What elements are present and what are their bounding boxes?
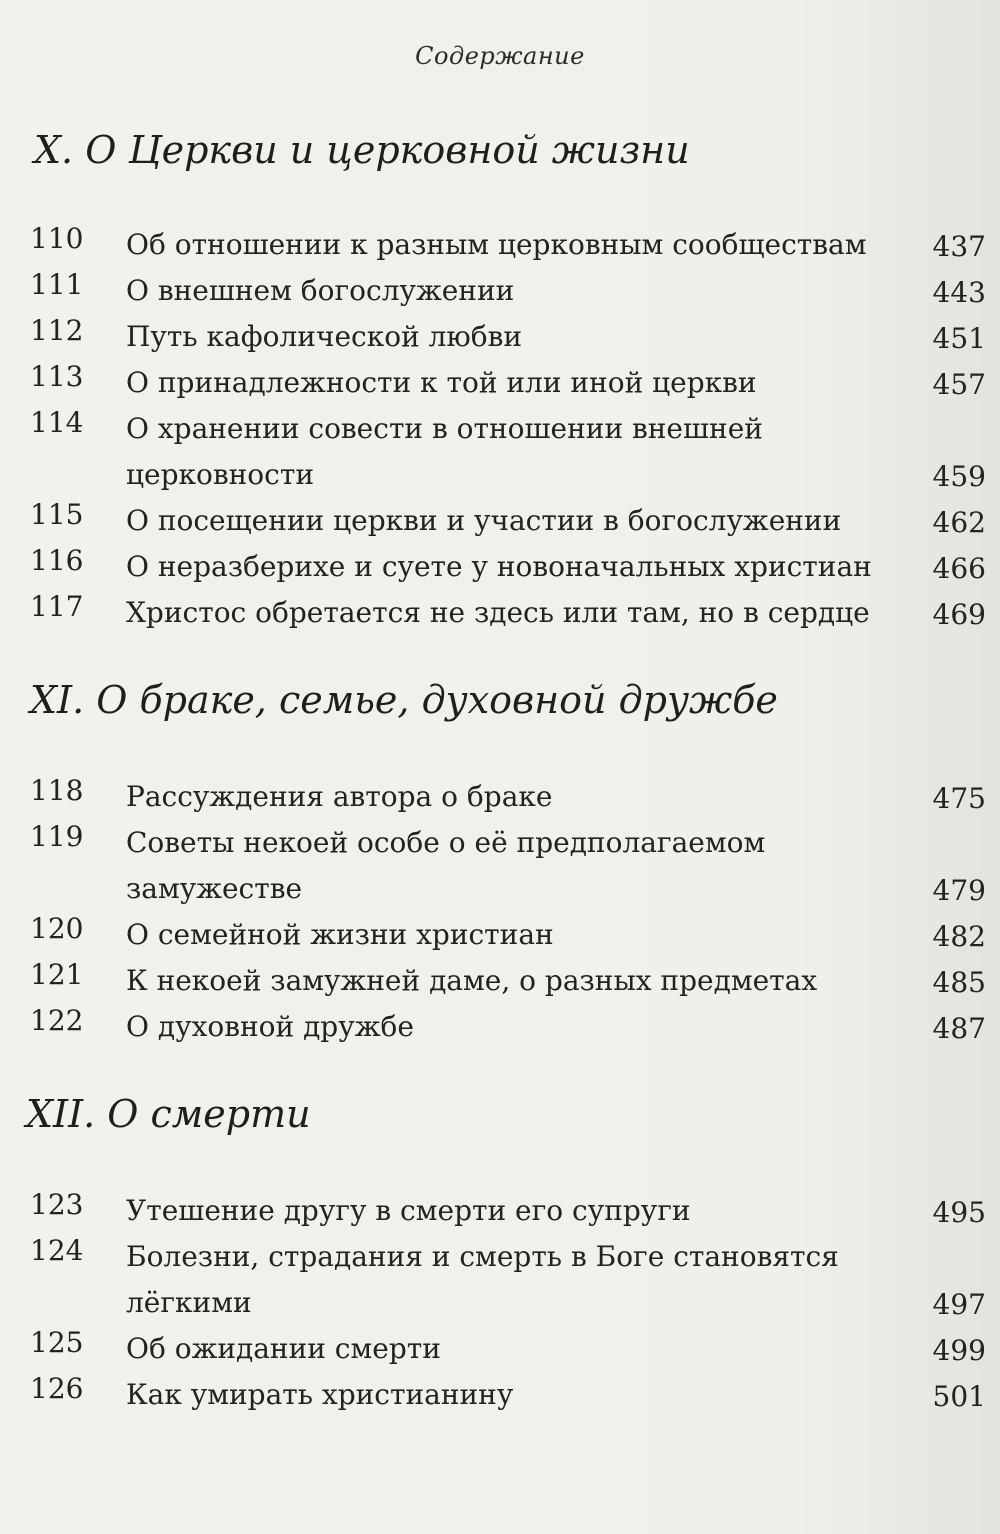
entry-number: 112 — [30, 314, 84, 347]
entry-page: 475 — [932, 782, 986, 815]
entry-number: 110 — [30, 222, 84, 255]
entry-title: Утешение другу в смерти его супруги — [126, 1194, 691, 1227]
entry-title-line-1: Советы некоей особе о её предполагаемом — [126, 826, 766, 859]
entry-title: О внешнем богослужении — [126, 274, 515, 307]
entry-page: 497 — [932, 1288, 986, 1321]
section-title-xi: XI. О браке, семье, духовной дружбе — [30, 678, 778, 722]
entry-page: 462 — [932, 506, 986, 539]
entry-number: 111 — [30, 268, 84, 301]
entry-title: Христос обретается не здесь или там, но в сердце — [126, 596, 870, 629]
entry-title: О посещении церкви и участии в богослужении — [126, 504, 842, 537]
entry-number: 121 — [30, 958, 84, 991]
entry-title: Об отношении к разным церковным сообществам — [126, 228, 867, 261]
entry-page: 451 — [932, 322, 986, 355]
entry-page: 457 — [932, 368, 986, 401]
entry-number: 126 — [30, 1372, 84, 1405]
entry-title: О семейной жизни христиан — [126, 918, 554, 951]
entry-title: К некоей замужней даме, о разных предметах — [126, 964, 818, 997]
entry-page: 443 — [932, 276, 986, 309]
entry-page: 437 — [932, 230, 986, 263]
entry-page: 501 — [932, 1380, 986, 1413]
entry-number: 122 — [30, 1004, 84, 1037]
entry-number: 125 — [30, 1326, 84, 1359]
entry-page: 485 — [932, 966, 986, 999]
entry-title: О неразберихе и суете у новоначальных христиан — [126, 550, 872, 583]
section-title-xii: XII. О смерти — [26, 1092, 311, 1136]
entry-title: Рассуждения автора о браке — [126, 780, 553, 813]
entry-page: 482 — [932, 920, 986, 953]
entry-number: 123 — [30, 1188, 84, 1221]
entry-page: 479 — [932, 874, 986, 907]
entry-number: 119 — [30, 820, 84, 853]
entry-number: 118 — [30, 774, 84, 807]
entry-number: 115 — [30, 498, 84, 531]
entry-title: О духовной дружбе — [126, 1010, 414, 1043]
entry-number: 114 — [30, 406, 84, 439]
section-title-x: X. О Церкви и церковной жизни — [34, 128, 690, 172]
entry-number: 116 — [30, 544, 84, 577]
entry-page: 459 — [932, 460, 986, 493]
entry-number: 117 — [30, 590, 84, 623]
entry-page: 487 — [932, 1012, 986, 1045]
entry-title: Как умирать христианину — [126, 1378, 514, 1411]
entry-number: 113 — [30, 360, 84, 393]
entry-title-line-1: Болезни, страдания и смерть в Боге становятся — [126, 1240, 839, 1273]
entry-title: Путь кафолической любви — [126, 320, 523, 353]
entry-page: 469 — [932, 598, 986, 631]
entry-number: 120 — [30, 912, 84, 945]
entry-title-line-1: О хранении совести в отношении внешней — [126, 412, 763, 445]
entry-page: 495 — [932, 1196, 986, 1229]
entry-page: 499 — [932, 1334, 986, 1367]
entry-number: 124 — [30, 1234, 84, 1267]
entry-title-line-2: лёгкими — [126, 1286, 252, 1319]
entry-page: 466 — [932, 552, 986, 585]
running-head: Содержание — [415, 42, 585, 70]
entry-title: Об ожидании смерти — [126, 1332, 441, 1365]
entry-title-line-2: церковности — [126, 458, 314, 491]
entry-title: О принадлежности к той или иной церкви — [126, 366, 757, 399]
entry-title-line-2: замужестве — [126, 872, 303, 905]
